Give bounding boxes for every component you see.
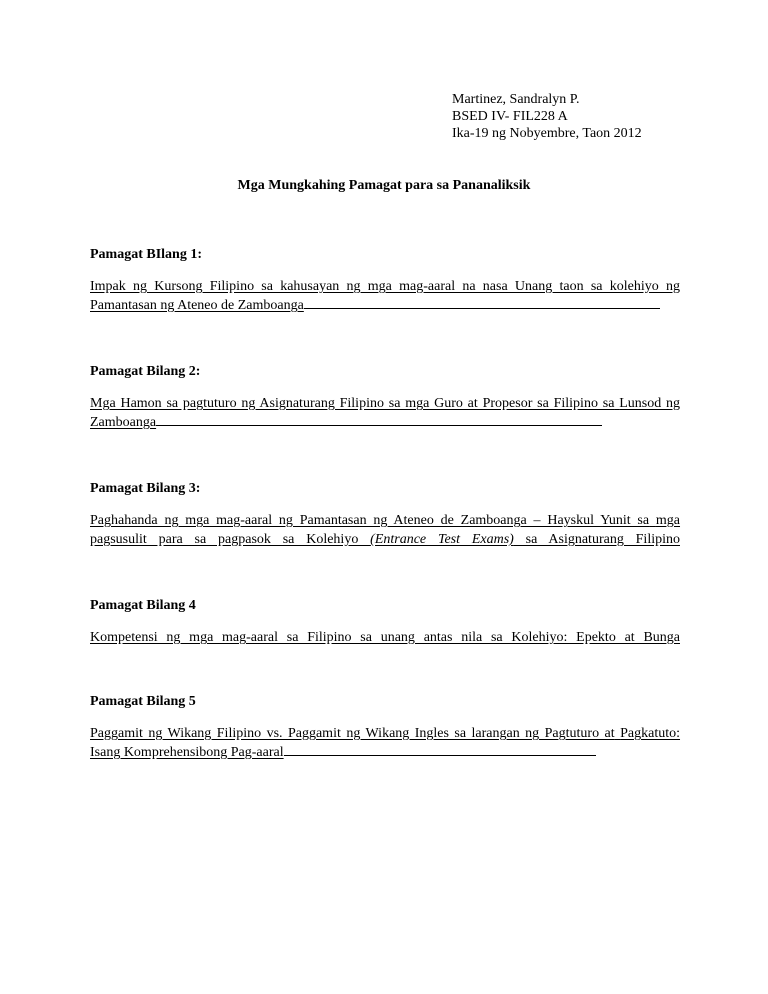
document-date: Ika-19 ng Nobyembre, Taon 2012 [452, 126, 642, 141]
author-header [452, 91, 642, 142]
section-line: Pagkatuto: Isang Komprehensibong Pag-aaral [90, 726, 681, 760]
section-line: Impak ng Kursong Filipino sa kahusayan ng mga mag-aaral na nasa Unang taon sa kolehiyo ng [90, 279, 680, 294]
underline-fill [156, 413, 602, 426]
section-label: Pamagat Bilang 2: [90, 364, 201, 379]
section-label: Pamagat BIlang 1: [90, 247, 202, 262]
underline-fill [304, 296, 660, 309]
section-label: Pamagat Bilang 4 [90, 598, 196, 613]
section-title-text [90, 511, 680, 549]
section-label: Pamagat Bilang 5 [90, 694, 196, 709]
section-line: Pamantasan ng Ateneo de Zamboanga [90, 298, 304, 313]
section-line: Paggamit ng Wikang Filipino vs. Paggamit ng Wikang Ingles sa larangan ng Pagtuturo at [90, 726, 615, 741]
title-section-1 [90, 246, 680, 315]
section-title-text [90, 628, 680, 647]
section-line: Lunsod ng Zamboanga [90, 396, 680, 430]
title-section-3 [90, 480, 680, 549]
document-title: Mga Mungkahing Pamagat para sa Pananaliksik [237, 178, 531, 193]
underline-fill [284, 743, 596, 756]
course-code: BSED IV- FIL228 A [452, 109, 568, 124]
title-section-5 [90, 693, 680, 762]
section-line: Mga Hamon sa pagtuturo ng Asignaturang Filipino sa mga Guro at Propesor sa Filipino sa [90, 396, 615, 411]
section-label: Pamagat Bilang 3: [90, 481, 201, 496]
section-line: Kompetensi ng mga mag-aaral sa Filipino sa unang antas nila sa Kolehiyo: Epekto at Bunga [90, 630, 680, 645]
author-name: Martinez, Sandralyn P. [452, 92, 580, 107]
title-section-2 [90, 363, 680, 432]
section-line: Paghahanda ng mga mag-aaral ng Pamantasan ng Ateneo de Zamboanga – Hayskul Yunit sa [90, 513, 650, 528]
section-line-emphasis: (Entrance Test Exams) [370, 532, 514, 547]
section-title-text [90, 277, 680, 315]
section-title-text [90, 394, 680, 432]
title-section-4 [90, 597, 680, 647]
section-title-text [90, 724, 680, 762]
section-line: sa Asignaturang Filipino [513, 532, 680, 547]
section-line: mga pagsusulit para sa pagpasok sa Kolehiyo [90, 513, 681, 547]
